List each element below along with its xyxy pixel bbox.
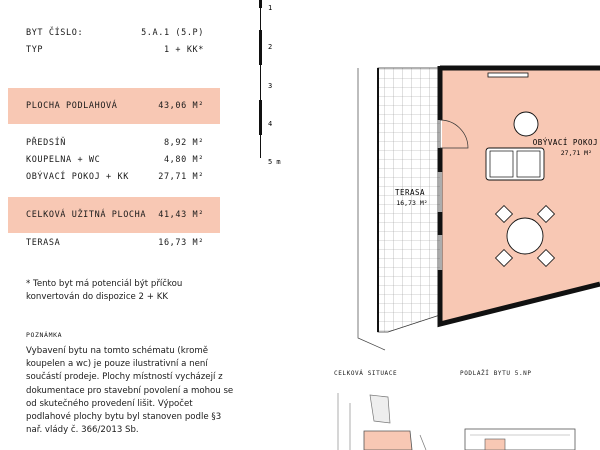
terrace-label: TERASA (26, 238, 61, 248)
room-value: 4,80 M² (163, 155, 204, 165)
scale-tick-label: 1 (268, 4, 273, 12)
scale-tick-label: 2 (268, 43, 273, 51)
unit-type-row (26, 45, 204, 55)
site-plan-label: CELKOVÁ SITUACE (334, 370, 398, 377)
round-table (514, 112, 538, 136)
unit-number-label: BYT ČÍSLO: (26, 28, 84, 38)
terrace-area-label: 16,73 M² (396, 199, 428, 207)
site-diagrams (330, 385, 600, 450)
floor-area-label: PLOCHA PODLAHOVÁ (26, 101, 118, 111)
room-value: 8,92 M² (163, 138, 204, 148)
scale-tick-label: 5 m (268, 158, 281, 166)
sofa (486, 148, 544, 180)
unit-type-value: 1 + KK* (163, 45, 204, 55)
site-plan-map (338, 393, 426, 450)
scale-tick-label: 4 (268, 120, 273, 128)
note-title: POZNÁMKA (26, 331, 63, 339)
unit-number-value: 5.A.1 (5.P) (141, 28, 204, 38)
footnote: * Tento byt má potenciál být příčkou konvertován do dispozice 2 + KK (26, 279, 183, 303)
floor-level-map (465, 429, 575, 450)
floor-level-label: PODLAŽÍ BYTU 5.NP (460, 370, 532, 377)
total-area-label: CELKOVÁ UŽITNÁ PLOCHA (26, 210, 147, 220)
terrace-value: 16,73 M² (158, 238, 204, 248)
room-label: KOUPELNA + WC (26, 155, 101, 165)
floor-area-row (26, 101, 204, 111)
scale-tick-label: 3 (268, 82, 273, 90)
floor-area-value: 43,06 M² (158, 101, 204, 111)
total-area-value: 41,43 M² (158, 210, 204, 220)
room-row (26, 172, 204, 182)
room-label: OBÝVACÍ POKOJ + KK (26, 172, 129, 182)
room-value: 27,71 M² (158, 172, 204, 182)
total-area-row (26, 210, 204, 220)
room-row (26, 155, 204, 165)
terrace-row (26, 238, 204, 248)
shelf (488, 73, 528, 77)
terrace-name-label: TERASA (394, 188, 426, 197)
living-room-floor (442, 68, 600, 322)
unit-number-row (26, 28, 204, 38)
floor-plan (330, 60, 600, 360)
scale-bar (250, 0, 290, 175)
note-text: Vybavení bytu na tomto schématu (kromě koupelen a wc) je pouze ilustrativní a není součástí prodeje. Plochy místností vycházejí z dokumentace pro stavební povolení a mohou se od skutečného provedení lišit. Výpočet podlahové plochy bytu byl stanoven podle §3 nař. vlády č. 366/2013 Sb. (26, 346, 234, 436)
unit-type-label: TYP (26, 45, 44, 55)
room-label: PŘEDSÍŇ (26, 138, 67, 148)
room-area-label: 27,71 M² (560, 149, 592, 157)
room-row (26, 138, 204, 148)
room-name-label: OBÝVACÍ POKOJ (532, 138, 598, 147)
